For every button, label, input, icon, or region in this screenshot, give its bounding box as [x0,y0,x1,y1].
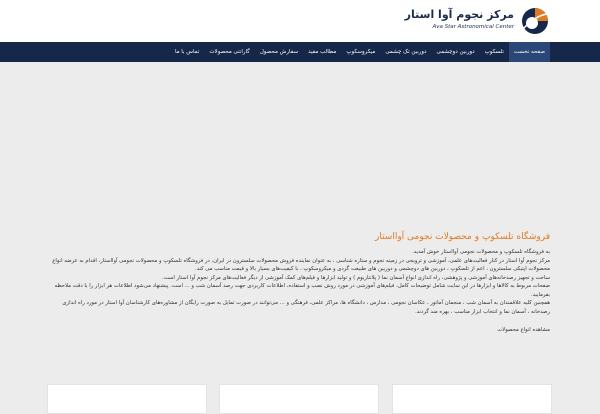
intro-paragraph: ساخت و تجهیز رصدخانه‌های آموزشی و پژوهشی، راه اندازی انواع آسمان نما ( پلانتاریوم ) و تولید ابزارها و فیلم‌های کمک آموزشی از دیگر فعالیت‌های مرکز نجوم آوا استار است. [162,274,550,281]
intro-paragraph: مرکز نجوم آوا استار در کنار فعالیت‌های علمی، آموزشی و ترویجی در زمینه نجوم و ستاره شناسی ، به عنوان نماینده فروش محصولات سلسترون در ایران، در فروشگاه تلسکوپ و محصولات نجومی آوااستار، اقدام به عرضه انواع محصولات اپتیکی سلسترون ، اعم از تلسکوپ ، دوربین های دوچشمی و دوربین های طبیعت گردی و میکروسکوپ ، با کیفیت‌های بسیار بالا و قیمت مناسب می کند. [52,257,550,272]
nav-item-monocular[interactable]: دوربین تک چشمی [385,49,427,55]
brand-name-en: Ava Star Astronomical Center [432,24,514,30]
nav-item-warranty[interactable]: گارانتی محصولات [209,49,250,55]
product-card[interactable] [392,384,552,414]
nav-item-articles[interactable]: مطالب مفید [308,49,337,55]
nav-item-microscope[interactable]: میکروسکوپ [346,49,376,55]
intro-section [45,232,550,335]
nav-menu [170,42,550,62]
nav-item-telescope[interactable]: تلسکوپ [484,49,504,55]
ava-star-logo-icon [520,6,550,36]
product-card[interactable] [219,384,379,414]
nav-item-binoculars[interactable]: دوربین دوچشمی [436,49,475,55]
product-card[interactable] [47,384,207,414]
nav-item-order[interactable]: سفارش محصول [259,49,299,55]
intro-paragraph: همچنین کلیه علاقمندان به آسمان شب ، منجمان آماتور ، عکاسان نجومی ، مدارس ، دانشگاه ها، مراکز علمی، فرهنگی و ... می‌توانند در صورت تمایل به صورت رایگان از مشاوره‌های کارشناسان آوا استار در مورد راه اندازی رصدخانه ، آسمان نما و انتخاب ابزار مناسب ، بهره مند گردند. [62,300,550,315]
view-products-link[interactable]: مشاهده انواع محصولات [497,327,550,333]
brand-name-fa: مرکز نجوم آوا استار [404,8,514,21]
hero-banner-area [0,62,600,222]
nav-item-contact[interactable]: تماس با ما [174,49,200,55]
product-cards-row [47,384,552,400]
nav-item-home[interactable]: صفحه نخست [509,42,550,62]
site-logo[interactable] [400,6,550,36]
intro-paragraph: صفحات مربوط به کالاها و ابزارها در این سایت شامل توضیحات کامل، فیلم‌های آموزشی در مورد روش نصب و استفاده، اطلاعات کاربردی جهت رصد آسمان شب و ... است. پیشنهاد می‌شود اطلاعات هر ابزار را با دقت ملاحظه بفرمایید. [54,283,550,298]
intro-paragraph: به فروشگاه تلسکوپ و محصولات نجومی آوااستار خوش آمدید. [412,249,550,255]
page-title: فروشگاه تلسکوپ و محصولات نجومی آوااستار [374,232,550,242]
main-navbar [0,42,600,62]
site-header [0,0,600,42]
